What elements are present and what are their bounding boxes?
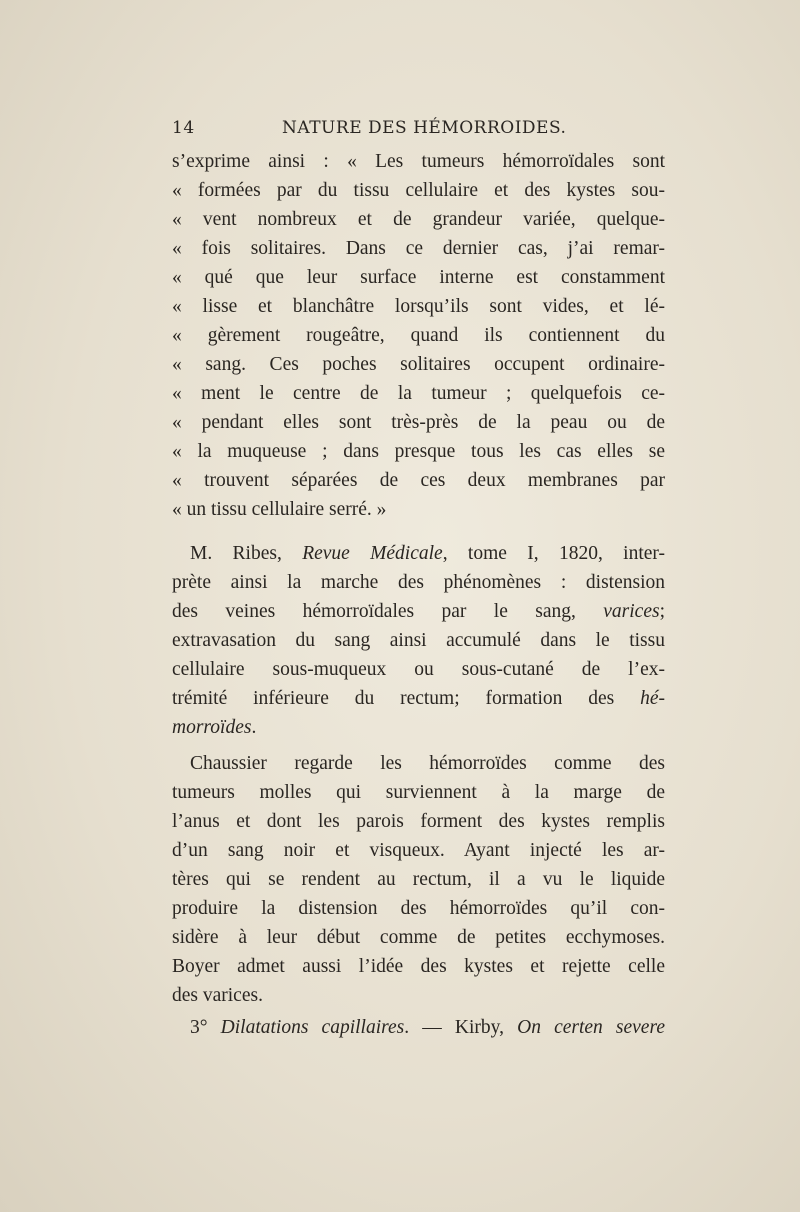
text-line: « fois solitaires. Dans ce dernier cas, j’ai remar-: [172, 238, 665, 259]
text-line: [172, 598, 665, 626]
italic-run: morroïdes: [172, 717, 252, 738]
text-line: d’un sang noir et visqueux. Ayant injecté les ar-: [172, 840, 665, 861]
italic-run: Revue Médicale: [302, 543, 443, 564]
text-line: [172, 714, 665, 742]
text-line: « ment le centre de la tumeur ; quelquefois ce-: [172, 383, 665, 404]
running-title: NATURE DES HÉMORROIDES.: [282, 118, 567, 138]
text-line: Boyer admet aussi l’idée des kystes et rejette celle: [172, 956, 665, 977]
text-line: prète ainsi la marche des phénomènes : distension: [172, 572, 665, 593]
italic-run: On certen severe: [517, 1017, 665, 1038]
text-line: cellulaire sous-muqueux ou sous-cutané de l’ex-: [172, 659, 665, 680]
italic-run: Dilatations capillaires: [220, 1017, 405, 1038]
text-line: « lisse et blanchâtre lorsqu’ils sont vides, et lé-: [172, 296, 665, 317]
italic-run: hé-: [640, 688, 665, 709]
text-run: trémité inférieure du rectum; formation des: [172, 688, 641, 709]
text-line: « vent nombreux et de grandeur variée, quelque-: [172, 209, 665, 230]
text-line: « qué que leur surface interne est constamment: [172, 267, 665, 288]
page-number: 14: [172, 118, 195, 138]
text-run: .: [251, 717, 257, 738]
text-run: , tome I, 1820, inter-: [442, 543, 665, 564]
text-line: extravasation du sang ainsi accumulé dans le tissu: [172, 630, 665, 651]
text-line: « trouvent séparées de ces deux membranes par: [172, 470, 665, 491]
text-line: s’exprime ainsi : « Les tumeurs hémorroïdales sont: [172, 151, 665, 172]
text-line: « pendant elles sont très-près de la peau ou de: [172, 412, 665, 433]
text-line: « sang. Ces poches solitaires occupent ordinaire-: [172, 354, 665, 375]
text-line: des varices.: [172, 985, 263, 1006]
text-run: des veines hémorroïdales par le sang,: [172, 601, 604, 622]
text-line: produire la distension des hémorroïdes qu’il con-: [172, 898, 665, 919]
text-line: [172, 685, 665, 713]
italic-run: varices: [603, 601, 660, 622]
text-line: « la muqueuse ; dans presque tous les cas elles se: [172, 441, 665, 462]
text-line: l’anus et dont les parois forment des kystes remplis: [172, 811, 665, 832]
text-line: sidère à leur début comme de petites ecchymoses.: [172, 927, 665, 948]
text-run: M. Ribes,: [190, 543, 303, 564]
text-run: 3°: [190, 1017, 221, 1038]
running-header: [172, 118, 672, 144]
text-run: . — Kirby,: [404, 1017, 518, 1038]
text-line: [172, 540, 665, 568]
text-line: [172, 1014, 665, 1042]
text-line: Chaussier regarde les hémorroïdes comme des: [190, 753, 665, 774]
text-line: « gèrement rougeâtre, quand ils contiennent du: [172, 325, 665, 346]
text-line: « un tissu cellulaire serré. »: [172, 499, 387, 520]
text-line: tères qui se rendent au rectum, il a vu le liquide: [172, 869, 665, 890]
text-run: ;: [659, 601, 665, 622]
text-line: tumeurs molles qui surviennent à la marge de: [172, 782, 665, 803]
text-line: « formées par du tissu cellulaire et des kystes sou-: [172, 180, 665, 201]
